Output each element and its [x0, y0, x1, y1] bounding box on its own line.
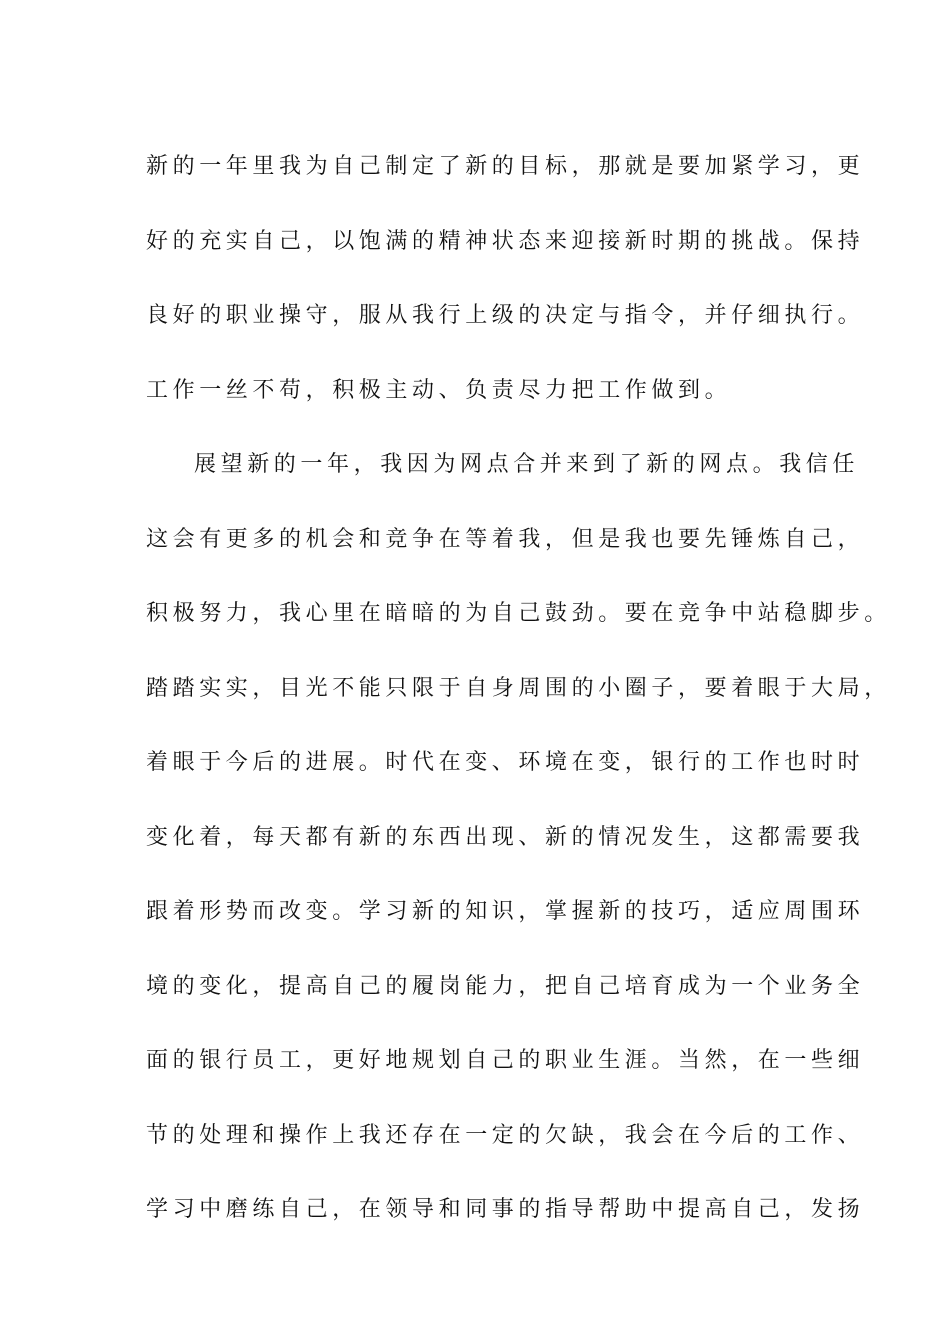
body-text: [146, 130, 891, 1248]
text-line: 踏踏实实，目光不能只限于自身周围的小圈子，要着眼于大局，: [146, 675, 891, 701]
text-line: 新的一年里我为自己制定了新的目标，那就是要加紧学习，更: [146, 154, 865, 179]
text-line: 变化着，每天都有新的东西出现、新的情况发生，这都需要我: [146, 824, 865, 850]
text-line: 面的银行员工，更好地规划自己的职业生涯。当然，在一些细: [146, 1048, 865, 1073]
text-line: 积极努力，我心里在暗暗的为自己鼓劲。要在竞争中站稳脚步。: [146, 601, 891, 626]
text-line: 良好的职业操守，服从我行上级的决定与指令，并仔细执行。: [146, 303, 865, 328]
text-line: 好的充实自己，以饱满的精神状态来迎接新时期的挑战。保持: [146, 228, 865, 254]
text-line: 着眼于今后的进展。时代在变、环境在变，银行的工作也时时: [146, 750, 865, 775]
text-line: 跟着形势而改变。学习新的知识，掌握新的技巧，适应周围环: [146, 899, 865, 924]
text-line: 境的变化，提高自己的履岗能力，把自己培育成为一个业务全: [146, 973, 865, 999]
text-line: 节的处理和操作上我还存在一定的欠缺，我会在今后的工作、: [146, 1122, 865, 1148]
text-line: 工作一丝不苟，积极主动、负责尽力把工作做到。: [146, 377, 732, 403]
paragraph-start-line: 展望新的一年，我因为网点合并来到了新的网点。我信任: [194, 452, 860, 477]
text-line: 这会有更多的机会和竞争在等着我，但是我也要先锤炼自己，: [146, 526, 865, 552]
text-line: 学习中磨练自己，在领导和同事的指导帮助中提高自己，发扬: [146, 1197, 865, 1222]
